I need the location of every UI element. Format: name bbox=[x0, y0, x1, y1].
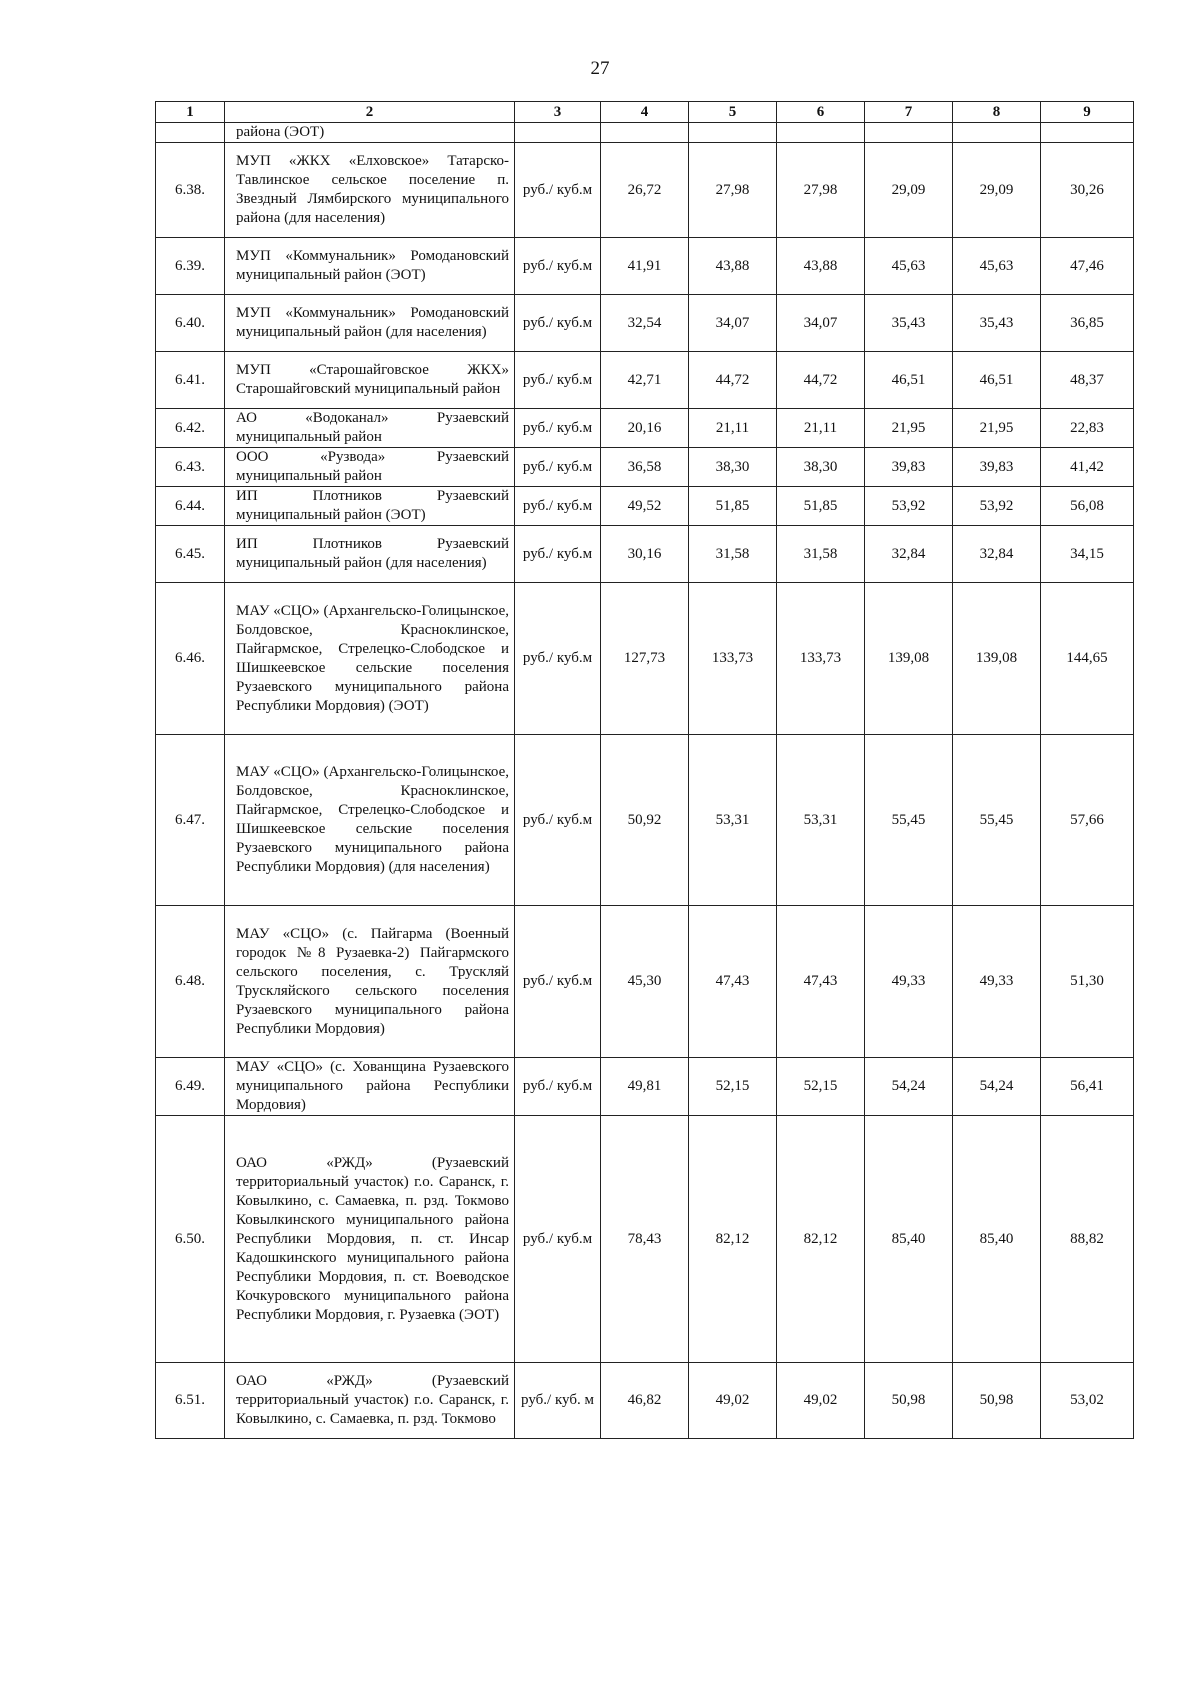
organization-name: ОАО «РЖД» (Рузаевский территориальный участок) г.о. Саранск, г. Ковылкино, с. Самаевка, п. рзд. Токмово Ковылкинского муниципального района Республики Мордовия, п. ст. Инсар Кадошкинского муниципального района Республики Мордовия, п. ст. Воеводское Кочкуровского муниципального района Республики Мордовия, г. Рузаевка (ЭОТ) bbox=[225, 1116, 515, 1363]
tariff-value-col-6: 52,15 bbox=[777, 1058, 865, 1116]
organization-name: ООО «Рузвода» Рузаевский муниципальный район bbox=[225, 448, 515, 487]
unit-of-measure: руб./ куб.м bbox=[515, 238, 601, 295]
tariff-value-col-8: 39,83 bbox=[953, 448, 1041, 487]
tariff-value-col-5: 52,15 bbox=[689, 1058, 777, 1116]
organization-name: ОАО «РЖД» (Рузаевский территориальный участок) г.о. Саранск, г. Ковылкино, с. Самаевка, п. рзд. Токмово bbox=[225, 1363, 515, 1439]
table-row bbox=[156, 123, 1134, 143]
tariff-value-col-9: 51,30 bbox=[1041, 906, 1134, 1058]
tariff-value-col-8: 53,92 bbox=[953, 487, 1041, 526]
table-row bbox=[156, 487, 1134, 526]
column-header-9: 9 bbox=[1041, 102, 1134, 123]
unit-of-measure: руб./ куб.м bbox=[515, 295, 601, 352]
table-row bbox=[156, 583, 1134, 735]
tariff-value-col-6: 47,43 bbox=[777, 906, 865, 1058]
table-body bbox=[156, 123, 1134, 1439]
header-row bbox=[156, 102, 1134, 123]
unit-of-measure: руб./ куб.м bbox=[515, 583, 601, 735]
tariff-value-col-7: 54,24 bbox=[865, 1058, 953, 1116]
tariff-value-col-4: 36,58 bbox=[601, 448, 689, 487]
tariff-value-col-8: 32,84 bbox=[953, 526, 1041, 583]
row-number: 6.38. bbox=[156, 143, 225, 238]
tariff-value-col-9: 88,82 bbox=[1041, 1116, 1134, 1363]
tariff-value-col-5: 53,31 bbox=[689, 735, 777, 906]
tariff-value-col-8: 29,09 bbox=[953, 143, 1041, 238]
table-row bbox=[156, 906, 1134, 1058]
tariff-value-col-6: 21,11 bbox=[777, 409, 865, 448]
row-number: 6.51. bbox=[156, 1363, 225, 1439]
tariff-value-col-4: 32,54 bbox=[601, 295, 689, 352]
tariff-value-col-6: 82,12 bbox=[777, 1116, 865, 1363]
tariff-value-col-9: 41,42 bbox=[1041, 448, 1134, 487]
column-header-4: 4 bbox=[601, 102, 689, 123]
tariff-value-col-7 bbox=[865, 123, 953, 143]
tariff-value-col-4: 41,91 bbox=[601, 238, 689, 295]
tariff-value-col-6: 27,98 bbox=[777, 143, 865, 238]
unit-of-measure: руб./ куб.м bbox=[515, 143, 601, 238]
row-number: 6.40. bbox=[156, 295, 225, 352]
tariff-value-col-8: 21,95 bbox=[953, 409, 1041, 448]
tariff-value-col-5: 38,30 bbox=[689, 448, 777, 487]
tariff-value-col-7: 49,33 bbox=[865, 906, 953, 1058]
organization-name: МУП «ЖКХ «Елховское» Татарско-Тавлинское сельское поселение п. Звездный Лямбирского муниципального района (для населения) bbox=[225, 143, 515, 238]
tariff-value-col-4: 20,16 bbox=[601, 409, 689, 448]
column-header-3: 3 bbox=[515, 102, 601, 123]
row-number: 6.39. bbox=[156, 238, 225, 295]
tariff-value-col-5: 27,98 bbox=[689, 143, 777, 238]
row-number: 6.42. bbox=[156, 409, 225, 448]
column-header-7: 7 bbox=[865, 102, 953, 123]
unit-of-measure: руб./ куб.м bbox=[515, 448, 601, 487]
tariff-value-col-4: 26,72 bbox=[601, 143, 689, 238]
tariff-value-col-9: 34,15 bbox=[1041, 526, 1134, 583]
tariff-value-col-7: 39,83 bbox=[865, 448, 953, 487]
row-number: 6.50. bbox=[156, 1116, 225, 1363]
unit-of-measure: руб./ куб.м bbox=[515, 906, 601, 1058]
page-number: 27 bbox=[590, 58, 610, 79]
row-number: 6.45. bbox=[156, 526, 225, 583]
column-header-8: 8 bbox=[953, 102, 1041, 123]
tariff-value-col-9: 53,02 bbox=[1041, 1363, 1134, 1439]
table-row bbox=[156, 1058, 1134, 1116]
organization-name: ИП Плотников Рузаевский муниципальный район (ЭОТ) bbox=[225, 487, 515, 526]
row-number: 6.44. bbox=[156, 487, 225, 526]
organization-name: АО «Водоканал» Рузаевский муниципальный район bbox=[225, 409, 515, 448]
row-number: 6.49. bbox=[156, 1058, 225, 1116]
tariff-value-col-6: 49,02 bbox=[777, 1363, 865, 1439]
tariff-value-col-8: 46,51 bbox=[953, 352, 1041, 409]
tariff-value-col-8: 85,40 bbox=[953, 1116, 1041, 1363]
unit-of-measure: руб./ куб.м bbox=[515, 409, 601, 448]
tariff-value-col-8: 55,45 bbox=[953, 735, 1041, 906]
table-row bbox=[156, 352, 1134, 409]
tariff-value-col-7: 46,51 bbox=[865, 352, 953, 409]
tariff-value-col-5: 47,43 bbox=[689, 906, 777, 1058]
row-number: 6.43. bbox=[156, 448, 225, 487]
tariff-value-col-6: 133,73 bbox=[777, 583, 865, 735]
tariff-value-col-4 bbox=[601, 123, 689, 143]
row-number: 6.48. bbox=[156, 906, 225, 1058]
column-header-6: 6 bbox=[777, 102, 865, 123]
tariff-value-col-9: 22,83 bbox=[1041, 409, 1134, 448]
tariff-value-col-7: 85,40 bbox=[865, 1116, 953, 1363]
tariff-value-col-5: 82,12 bbox=[689, 1116, 777, 1363]
tariff-value-col-5: 34,07 bbox=[689, 295, 777, 352]
table-row bbox=[156, 295, 1134, 352]
tariff-value-col-8: 35,43 bbox=[953, 295, 1041, 352]
tariff-value-col-6 bbox=[777, 123, 865, 143]
unit-of-measure: руб./ куб.м bbox=[515, 526, 601, 583]
tariff-value-col-6: 43,88 bbox=[777, 238, 865, 295]
unit-of-measure: руб./ куб.м bbox=[515, 1058, 601, 1116]
organization-name: МУП «Коммунальник» Ромодановский муниципальный район (для населения) bbox=[225, 295, 515, 352]
tariff-value-col-8: 139,08 bbox=[953, 583, 1041, 735]
organization-name: ИП Плотников Рузаевский муниципальный район (для населения) bbox=[225, 526, 515, 583]
tariff-value-col-5: 44,72 bbox=[689, 352, 777, 409]
tariff-value-col-5: 21,11 bbox=[689, 409, 777, 448]
table-row bbox=[156, 448, 1134, 487]
tariff-value-col-4: 42,71 bbox=[601, 352, 689, 409]
tariff-value-col-8: 49,33 bbox=[953, 906, 1041, 1058]
organization-name: МУП «Старошайговское ЖКХ» Старошайговский муниципальный район bbox=[225, 352, 515, 409]
unit-of-measure: руб./ куб.м bbox=[515, 352, 601, 409]
tariff-value-col-6: 51,85 bbox=[777, 487, 865, 526]
tariff-value-col-4: 50,92 bbox=[601, 735, 689, 906]
organization-name: МУП «Коммунальник» Ромодановский муниципальный район (ЭОТ) bbox=[225, 238, 515, 295]
tariff-value-col-7: 21,95 bbox=[865, 409, 953, 448]
table-row bbox=[156, 1116, 1134, 1363]
table-row bbox=[156, 735, 1134, 906]
row-number: 6.47. bbox=[156, 735, 225, 906]
tariff-value-col-5: 49,02 bbox=[689, 1363, 777, 1439]
tariff-value-col-5 bbox=[689, 123, 777, 143]
tariff-value-col-8: 50,98 bbox=[953, 1363, 1041, 1439]
tariff-value-col-7: 29,09 bbox=[865, 143, 953, 238]
tariff-value-col-4: 78,43 bbox=[601, 1116, 689, 1363]
unit-of-measure: руб./ куб.м bbox=[515, 735, 601, 906]
tariff-value-col-5: 31,58 bbox=[689, 526, 777, 583]
table-row bbox=[156, 238, 1134, 295]
tariff-value-col-9 bbox=[1041, 123, 1134, 143]
unit-of-measure: руб./ куб.м bbox=[515, 487, 601, 526]
tariff-value-col-6: 31,58 bbox=[777, 526, 865, 583]
table-row bbox=[156, 409, 1134, 448]
tariff-value-col-9: 56,08 bbox=[1041, 487, 1134, 526]
tariff-value-col-9: 57,66 bbox=[1041, 735, 1134, 906]
tariff-value-col-7: 45,63 bbox=[865, 238, 953, 295]
tariff-value-col-9: 47,46 bbox=[1041, 238, 1134, 295]
tariff-value-col-7: 35,43 bbox=[865, 295, 953, 352]
unit-of-measure bbox=[515, 123, 601, 143]
tariff-value-col-9: 30,26 bbox=[1041, 143, 1134, 238]
tariff-value-col-4: 49,52 bbox=[601, 487, 689, 526]
tariff-value-col-6: 44,72 bbox=[777, 352, 865, 409]
tariff-value-col-4: 45,30 bbox=[601, 906, 689, 1058]
unit-of-measure: руб./ куб. м bbox=[515, 1363, 601, 1439]
tariff-value-col-4: 30,16 bbox=[601, 526, 689, 583]
tariff-value-col-7: 50,98 bbox=[865, 1363, 953, 1439]
tariff-table bbox=[155, 101, 1134, 1439]
organization-name: МАУ «СЦО» (Архангельско-Голицынское, Болдовское, Красноклинское, Пайгармское, Стрелецко-Слободское и Шишкеевское сельские поселения Рузаевского муниципального района Республики Мордовия) (ЭОТ) bbox=[225, 583, 515, 735]
row-number: 6.41. bbox=[156, 352, 225, 409]
tariff-value-col-8: 54,24 bbox=[953, 1058, 1041, 1116]
unit-of-measure: руб./ куб.м bbox=[515, 1116, 601, 1363]
tariff-value-col-8 bbox=[953, 123, 1041, 143]
organization-name: района (ЭОТ) bbox=[225, 123, 515, 143]
column-header-5: 5 bbox=[689, 102, 777, 123]
tariff-value-col-9: 56,41 bbox=[1041, 1058, 1134, 1116]
organization-name: МАУ «СЦО» (с. Пайгарма (Военный городок №8 Рузаевка-2) Пайгармского сельского поселения, с. Трускляй Трускляйского сельского поселения Рузаевского муниципального района Республики Мордовия) bbox=[225, 906, 515, 1058]
organization-name: МАУ «СЦО» (Архангельско-Голицынское, Болдовское, Красноклинское, Пайгармское, Стрелецко-Слободское и Шишкеевское сельские поселения Рузаевского муниципального района Республики Мордовия) (для населения) bbox=[225, 735, 515, 906]
tariff-value-col-6: 34,07 bbox=[777, 295, 865, 352]
tariff-value-col-6: 53,31 bbox=[777, 735, 865, 906]
tariff-value-col-7: 139,08 bbox=[865, 583, 953, 735]
tariff-value-col-8: 45,63 bbox=[953, 238, 1041, 295]
organization-name: МАУ «СЦО» (с. Хованщина Рузаевского муниципального района Республики Мордовия) bbox=[225, 1058, 515, 1116]
tariff-value-col-5: 43,88 bbox=[689, 238, 777, 295]
tariff-value-col-7: 55,45 bbox=[865, 735, 953, 906]
row-number: 6.46. bbox=[156, 583, 225, 735]
tariff-value-col-6: 38,30 bbox=[777, 448, 865, 487]
tariff-value-col-5: 51,85 bbox=[689, 487, 777, 526]
tariff-value-col-4: 49,81 bbox=[601, 1058, 689, 1116]
tariff-value-col-9: 48,37 bbox=[1041, 352, 1134, 409]
tariff-value-col-9: 144,65 bbox=[1041, 583, 1134, 735]
tariff-value-col-7: 32,84 bbox=[865, 526, 953, 583]
column-header-2: 2 bbox=[225, 102, 515, 123]
table-row bbox=[156, 143, 1134, 238]
tariff-value-col-5: 133,73 bbox=[689, 583, 777, 735]
table-row bbox=[156, 526, 1134, 583]
tariff-value-col-9: 36,85 bbox=[1041, 295, 1134, 352]
tariff-value-col-4: 46,82 bbox=[601, 1363, 689, 1439]
tariff-value-col-4: 127,73 bbox=[601, 583, 689, 735]
row-number bbox=[156, 123, 225, 143]
column-header-1: 1 bbox=[156, 102, 225, 123]
table-row bbox=[156, 1363, 1134, 1439]
tariff-value-col-7: 53,92 bbox=[865, 487, 953, 526]
